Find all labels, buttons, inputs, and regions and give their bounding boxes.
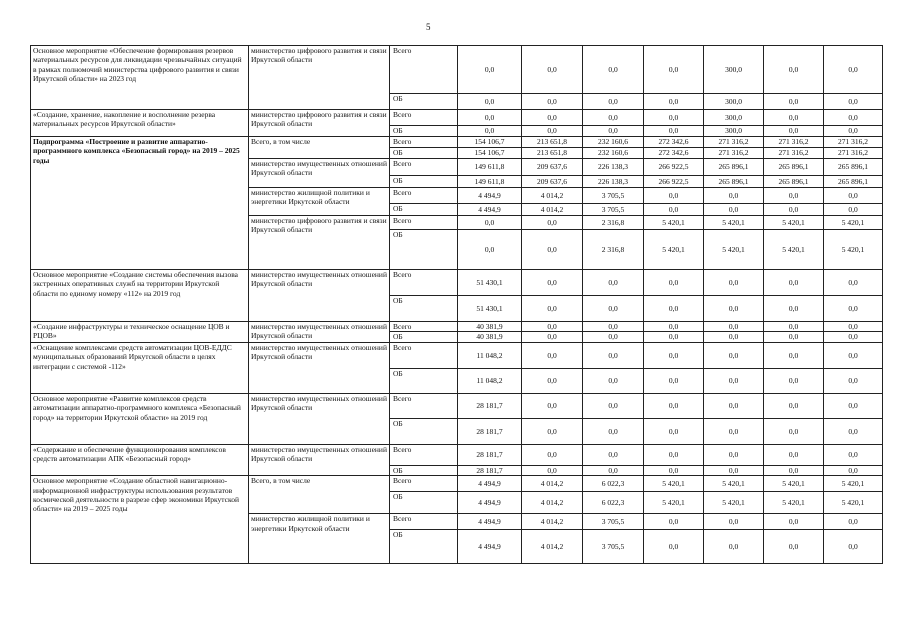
year-value-cell: 3 705,5 <box>583 204 644 216</box>
year-value-cell: 0,0 <box>583 332 644 342</box>
year-value-cell: 5 420,1 <box>644 216 704 230</box>
year-value-cell: 265 896,1 <box>704 176 764 188</box>
year-value-cell: 271 316,2 <box>764 137 824 148</box>
year-value-cell: 0,0 <box>644 270 704 296</box>
page-number: 5 <box>426 22 431 32</box>
year-value-cell: 226 138,3 <box>583 159 644 176</box>
year-value-cell: 0,0 <box>824 110 883 126</box>
year-value-cell: 0,0 <box>824 418 883 444</box>
responsible-executor-cell: министерство имущественных отношений Иркутской области <box>249 444 390 475</box>
year-value-cell: 11 048,2 <box>458 368 522 393</box>
funding-source-cell: ОБ <box>390 530 458 564</box>
year-value-cell: 0,0 <box>704 418 764 444</box>
year-value-cell: 0,0 <box>764 418 824 444</box>
year-value-cell: 0,0 <box>522 322 583 332</box>
year-value-cell: 0,0 <box>824 444 883 465</box>
year-value-cell: 272 342,6 <box>644 137 704 148</box>
year-value-cell: 0,0 <box>764 514 824 530</box>
year-value-cell: 3 705,5 <box>583 530 644 564</box>
year-value-cell: 4 014,2 <box>522 492 583 514</box>
funding-source-cell: Всего <box>390 393 458 418</box>
table-row <box>31 137 883 148</box>
year-value-cell: 154 106,7 <box>458 148 522 159</box>
funding-source-cell: ОБ <box>390 465 458 475</box>
year-value-cell: 209 637,6 <box>522 159 583 176</box>
year-value-cell: 0,0 <box>522 368 583 393</box>
responsible-executor-cell: министерство жилищной политики и энергетики Иркутской области <box>249 188 390 216</box>
year-value-cell: 0,0 <box>764 332 824 342</box>
year-value-cell: 0,0 <box>522 230 583 270</box>
year-value-cell: 28 181,7 <box>458 418 522 444</box>
year-value-cell: 5 420,1 <box>824 216 883 230</box>
year-value-cell: 5 420,1 <box>764 476 824 492</box>
year-value-cell: 0,0 <box>522 418 583 444</box>
year-value-cell: 0,0 <box>704 514 764 530</box>
funding-source-cell: Всего <box>390 137 458 148</box>
year-value-cell: 271 316,2 <box>824 148 883 159</box>
year-value-cell: 0,0 <box>644 188 704 204</box>
year-value-cell: 0,0 <box>824 46 883 94</box>
responsible-executor-cell: министерство цифрового развития и связи Иркутской области <box>249 216 390 270</box>
year-value-cell: 0,0 <box>824 342 883 368</box>
funding-source-cell: Всего <box>390 322 458 332</box>
year-value-cell: 0,0 <box>824 465 883 475</box>
year-value-cell: 0,0 <box>644 332 704 342</box>
year-value-cell: 0,0 <box>644 110 704 126</box>
program-name-cell: «Создание инфраструктуры и техническое оснащение ЦОВ и РЦОВ» <box>31 322 249 343</box>
table-row <box>31 270 883 296</box>
year-value-cell: 0,0 <box>644 444 704 465</box>
funding-source-cell: ОБ <box>390 148 458 159</box>
funding-source-cell: Всего <box>390 476 458 492</box>
year-value-cell: 6 022,3 <box>583 476 644 492</box>
year-value-cell: 0,0 <box>522 126 583 137</box>
year-value-cell: 0,0 <box>764 46 824 94</box>
funding-source-cell: ОБ <box>390 418 458 444</box>
program-name-cell: Подпрограмма «Построение и развитие аппаратно-программного комплекса «Безопасный город» на 2019 – 2025 годы <box>31 137 249 270</box>
year-value-cell: 0,0 <box>704 332 764 342</box>
year-value-cell: 5 420,1 <box>764 492 824 514</box>
funding-source-cell: Всего <box>390 188 458 204</box>
program-name-cell: «Содержание и обеспечение функционирования комплексов средств автоматизации АПК «Безопасный город» <box>31 444 249 475</box>
year-value-cell: 271 316,2 <box>824 137 883 148</box>
year-value-cell: 0,0 <box>522 342 583 368</box>
year-value-cell: 3 705,5 <box>583 514 644 530</box>
year-value-cell: 0,0 <box>583 368 644 393</box>
year-value-cell: 300,0 <box>704 94 764 110</box>
year-value-cell: 300,0 <box>704 46 764 94</box>
responsible-executor-cell: министерство цифрового развития и связи Иркутской области <box>249 46 390 110</box>
year-value-cell: 0,0 <box>824 322 883 332</box>
year-value-cell: 300,0 <box>704 110 764 126</box>
year-value-cell: 5 420,1 <box>704 216 764 230</box>
year-value-cell: 11 048,2 <box>458 342 522 368</box>
year-value-cell: 0,0 <box>583 444 644 465</box>
year-value-cell: 213 651,8 <box>522 148 583 159</box>
year-value-cell: 5 420,1 <box>704 230 764 270</box>
funding-source-cell: ОБ <box>390 368 458 393</box>
program-name-cell: Основное мероприятие «Развитие комплексов средств автоматизации аппаратно-программного комплекса «Безопасный город» на территории Иркутской области» на 2019 год <box>31 393 249 444</box>
year-value-cell: 0,0 <box>522 216 583 230</box>
year-value-cell: 4 014,2 <box>522 204 583 216</box>
year-value-cell: 0,0 <box>764 126 824 137</box>
year-value-cell: 0,0 <box>522 94 583 110</box>
budget-table <box>30 45 883 564</box>
responsible-executor-cell: министерство цифрового развития и связи Иркутской области <box>249 110 390 137</box>
funding-source-cell: Всего <box>390 46 458 94</box>
year-value-cell: 0,0 <box>764 270 824 296</box>
table-row <box>31 322 883 332</box>
year-value-cell: 0,0 <box>644 393 704 418</box>
year-value-cell: 265 896,1 <box>764 159 824 176</box>
year-value-cell: 0,0 <box>824 204 883 216</box>
year-value-cell: 4 014,2 <box>522 476 583 492</box>
year-value-cell: 0,0 <box>458 110 522 126</box>
funding-source-cell: Всего <box>390 159 458 176</box>
year-value-cell: 0,0 <box>764 204 824 216</box>
year-value-cell: 0,0 <box>704 530 764 564</box>
year-value-cell: 0,0 <box>764 296 824 322</box>
year-value-cell: 266 922,5 <box>644 159 704 176</box>
year-value-cell: 0,0 <box>644 204 704 216</box>
year-value-cell: 0,0 <box>824 296 883 322</box>
year-value-cell: 0,0 <box>458 94 522 110</box>
year-value-cell: 4 494,9 <box>458 476 522 492</box>
year-value-cell: 265 896,1 <box>824 159 883 176</box>
year-value-cell: 0,0 <box>704 188 764 204</box>
year-value-cell: 265 896,1 <box>824 176 883 188</box>
year-value-cell: 272 342,6 <box>644 148 704 159</box>
year-value-cell: 0,0 <box>644 296 704 322</box>
year-value-cell: 0,0 <box>704 204 764 216</box>
year-value-cell: 0,0 <box>704 393 764 418</box>
year-value-cell: 0,0 <box>764 444 824 465</box>
year-value-cell: 0,0 <box>522 110 583 126</box>
year-value-cell: 28 181,7 <box>458 465 522 475</box>
year-value-cell: 266 922,5 <box>644 176 704 188</box>
year-value-cell: 6 022,3 <box>583 492 644 514</box>
funding-source-cell: Всего <box>390 514 458 530</box>
year-value-cell: 0,0 <box>824 188 883 204</box>
year-value-cell: 0,0 <box>764 110 824 126</box>
year-value-cell: 154 106,7 <box>458 137 522 148</box>
year-value-cell: 0,0 <box>644 418 704 444</box>
funding-source-cell: Всего <box>390 110 458 126</box>
program-name-cell: Основное мероприятие «Обеспечение формирования резервов материальных ресурсов для ликвидации чрезвычайных ситуаций в рамках полномочий министерства цифрового развития и связи Иркутской области» на 2023 год <box>31 46 249 110</box>
year-value-cell: 0,0 <box>522 296 583 322</box>
year-value-cell: 0,0 <box>764 465 824 475</box>
year-value-cell: 5 420,1 <box>644 492 704 514</box>
year-value-cell: 0,0 <box>458 216 522 230</box>
year-value-cell: 0,0 <box>644 514 704 530</box>
program-name-cell: «Оснащение комплексами средств автоматизации ЦОВ-ЕДДС муниципальных образований Иркутской области в целях интеграции с системой -112» <box>31 342 249 393</box>
year-value-cell: 2 316,8 <box>583 216 644 230</box>
program-name-cell: Основное мероприятие «Создание областной навигационно-информационной инфраструктуры использования результатов космической деятельности в разрезе сфер экономики Иркутской области» на 2019 – 2025 годы <box>31 476 249 564</box>
year-value-cell: 0,0 <box>583 126 644 137</box>
responsible-executor-cell: министерство имущественных отношений Иркутской области <box>249 159 390 188</box>
year-value-cell: 0,0 <box>704 342 764 368</box>
year-value-cell: 271 316,2 <box>704 148 764 159</box>
funding-source-cell: Всего <box>390 444 458 465</box>
year-value-cell: 271 316,2 <box>704 137 764 148</box>
year-value-cell: 0,0 <box>704 296 764 322</box>
table-row <box>31 46 883 94</box>
year-value-cell: 28 181,7 <box>458 444 522 465</box>
year-value-cell: 5 420,1 <box>764 216 824 230</box>
funding-source-cell: ОБ <box>390 332 458 342</box>
year-value-cell: 0,0 <box>522 46 583 94</box>
funding-source-cell: ОБ <box>390 492 458 514</box>
funding-source-cell: ОБ <box>390 296 458 322</box>
funding-source-cell: ОБ <box>390 230 458 270</box>
year-value-cell: 0,0 <box>644 368 704 393</box>
table-row <box>31 393 883 418</box>
year-value-cell: 51 430,1 <box>458 296 522 322</box>
year-value-cell: 0,0 <box>824 393 883 418</box>
year-value-cell: 5 420,1 <box>644 230 704 270</box>
year-value-cell: 0,0 <box>522 332 583 342</box>
responsible-executor-cell: министерство имущественных отношений Иркутской области <box>249 393 390 444</box>
year-value-cell: 5 420,1 <box>824 492 883 514</box>
year-value-cell: 0,0 <box>522 444 583 465</box>
year-value-cell: 0,0 <box>644 46 704 94</box>
year-value-cell: 0,0 <box>583 418 644 444</box>
table-row <box>31 444 883 465</box>
funding-source-cell: ОБ <box>390 94 458 110</box>
year-value-cell: 149 611,8 <box>458 159 522 176</box>
year-value-cell: 0,0 <box>824 94 883 110</box>
year-value-cell: 4 014,2 <box>522 530 583 564</box>
year-value-cell: 0,0 <box>583 46 644 94</box>
year-value-cell: 4 494,9 <box>458 492 522 514</box>
year-value-cell: 0,0 <box>824 126 883 137</box>
year-value-cell: 5 420,1 <box>824 476 883 492</box>
year-value-cell: 0,0 <box>764 188 824 204</box>
year-value-cell: 0,0 <box>522 465 583 475</box>
funding-source-cell: ОБ <box>390 126 458 137</box>
year-value-cell: 0,0 <box>704 465 764 475</box>
year-value-cell: 0,0 <box>764 368 824 393</box>
year-value-cell: 0,0 <box>704 270 764 296</box>
year-value-cell: 5 420,1 <box>704 476 764 492</box>
year-value-cell: 2 316,8 <box>583 230 644 270</box>
year-value-cell: 0,0 <box>522 393 583 418</box>
year-value-cell: 0,0 <box>644 94 704 110</box>
year-value-cell: 0,0 <box>583 342 644 368</box>
year-value-cell: 0,0 <box>583 94 644 110</box>
responsible-executor-cell: Всего, в том числе <box>249 476 390 514</box>
year-value-cell: 4 494,9 <box>458 204 522 216</box>
responsible-executor-cell: министерство жилищной политики и энергетики Иркутской области <box>249 514 390 564</box>
table-row <box>31 342 883 368</box>
year-value-cell: 5 420,1 <box>704 492 764 514</box>
responsible-executor-cell: министерство имущественных отношений Иркутской области <box>249 342 390 393</box>
year-value-cell: 271 316,2 <box>764 148 824 159</box>
funding-source-cell: ОБ <box>390 204 458 216</box>
year-value-cell: 0,0 <box>824 368 883 393</box>
year-value-cell: 0,0 <box>764 322 824 332</box>
year-value-cell: 4 014,2 <box>522 188 583 204</box>
year-value-cell: 4 014,2 <box>522 514 583 530</box>
year-value-cell: 232 160,6 <box>583 137 644 148</box>
responsible-executor-cell: министерство имущественных отношений Иркутской области <box>249 322 390 343</box>
year-value-cell: 4 494,9 <box>458 514 522 530</box>
year-value-cell: 0,0 <box>583 393 644 418</box>
year-value-cell: 0,0 <box>824 270 883 296</box>
year-value-cell: 0,0 <box>704 322 764 332</box>
funding-source-cell: Всего <box>390 270 458 296</box>
year-value-cell: 0,0 <box>644 126 704 137</box>
year-value-cell: 4 494,9 <box>458 530 522 564</box>
year-value-cell: 5 420,1 <box>824 230 883 270</box>
table-row <box>31 476 883 492</box>
funding-source-cell: Всего <box>390 216 458 230</box>
year-value-cell: 40 381,9 <box>458 322 522 332</box>
year-value-cell: 0,0 <box>764 393 824 418</box>
year-value-cell: 213 651,8 <box>522 137 583 148</box>
year-value-cell: 0,0 <box>704 368 764 393</box>
year-value-cell: 0,0 <box>764 530 824 564</box>
responsible-executor-cell: министерство имущественных отношений Иркутской области <box>249 270 390 322</box>
year-value-cell: 28 181,7 <box>458 393 522 418</box>
year-value-cell: 51 430,1 <box>458 270 522 296</box>
year-value-cell: 40 381,9 <box>458 332 522 342</box>
year-value-cell: 0,0 <box>824 332 883 342</box>
year-value-cell: 0,0 <box>583 465 644 475</box>
year-value-cell: 0,0 <box>644 465 704 475</box>
year-value-cell: 0,0 <box>583 110 644 126</box>
year-value-cell: 0,0 <box>824 530 883 564</box>
year-value-cell: 226 138,3 <box>583 176 644 188</box>
year-value-cell: 0,0 <box>458 46 522 94</box>
year-value-cell: 0,0 <box>583 322 644 332</box>
year-value-cell: 0,0 <box>583 270 644 296</box>
year-value-cell: 5 420,1 <box>764 230 824 270</box>
year-value-cell: 0,0 <box>764 342 824 368</box>
year-value-cell: 3 705,5 <box>583 188 644 204</box>
year-value-cell: 5 420,1 <box>644 476 704 492</box>
year-value-cell: 0,0 <box>764 94 824 110</box>
year-value-cell: 0,0 <box>704 444 764 465</box>
year-value-cell: 0,0 <box>824 514 883 530</box>
table-row <box>31 110 883 126</box>
year-value-cell: 0,0 <box>583 296 644 322</box>
year-value-cell: 0,0 <box>644 342 704 368</box>
program-name-cell: Основное мероприятие «Создание системы обеспечения вызова экстренных оперативных служб на территории Иркутской области по единому номеру «112» на 2019 год <box>31 270 249 322</box>
year-value-cell: 4 494,9 <box>458 188 522 204</box>
year-value-cell: 149 611,8 <box>458 176 522 188</box>
year-value-cell: 0,0 <box>458 230 522 270</box>
year-value-cell: 0,0 <box>458 126 522 137</box>
year-value-cell: 0,0 <box>644 322 704 332</box>
program-name-cell: «Создание, хранение, накопление и восполнение резерва материальных ресурсов Иркутской области» <box>31 110 249 137</box>
responsible-executor-cell: Всего, в том числе <box>249 137 390 159</box>
funding-source-cell: Всего <box>390 342 458 368</box>
funding-source-cell: ОБ <box>390 176 458 188</box>
year-value-cell: 0,0 <box>522 270 583 296</box>
year-value-cell: 209 637,6 <box>522 176 583 188</box>
year-value-cell: 265 896,1 <box>764 176 824 188</box>
year-value-cell: 265 896,1 <box>704 159 764 176</box>
year-value-cell: 300,0 <box>704 126 764 137</box>
year-value-cell: 232 160,6 <box>583 148 644 159</box>
year-value-cell: 0,0 <box>644 530 704 564</box>
